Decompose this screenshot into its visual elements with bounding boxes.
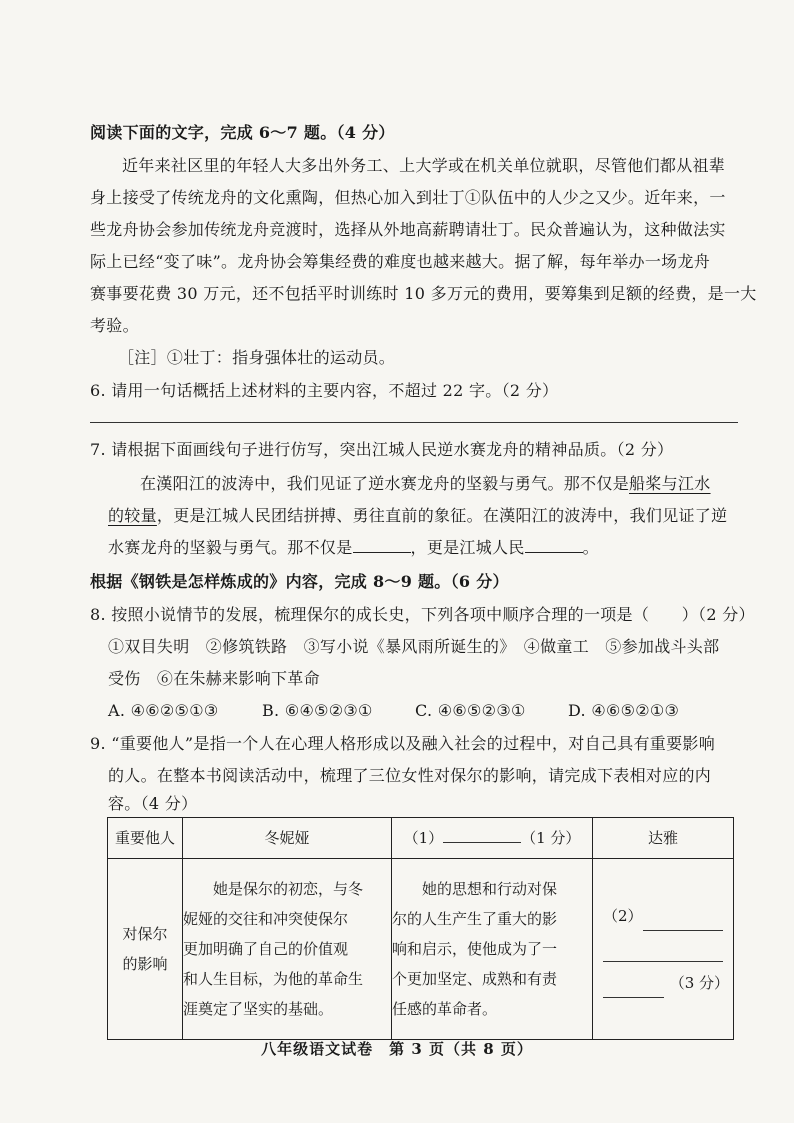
passage-line: 考验。: [90, 316, 139, 335]
cell-line: 尔的人生产生了重大的影: [392, 910, 558, 928]
q8-items: ①双目失明 ②修筑铁路 ③写小说《暴风雨所诞生的》 ④做童工 ⑤参加战斗头部: [108, 637, 720, 656]
question-7: 7. 请根据下面画线句子进行仿写，突出江城人民逆水赛龙舟的精神品质。（2 分）: [90, 440, 674, 459]
cell-line: 响和启示，使他成为了一: [392, 940, 558, 958]
cell-daya-influence[interactable]: [593, 859, 734, 1040]
q7-text: 在漢阳江的波涛中，我们见证了逆水赛龙舟的坚毅与勇气。那不仅是: [140, 474, 630, 493]
passage-line: 身上接受了传统龙舟的文化熏陶，但热心加入到壮丁①队伍中的人少之又少。近年来，一: [90, 188, 726, 207]
score-label: （1 分）: [521, 829, 581, 847]
question-9: 容。（4 分）: [108, 794, 198, 813]
q7-text: 。: [582, 538, 599, 557]
question-6: 6. 请用一句话概括上述材料的主要内容，不超过 22 字。（2 分）: [90, 381, 559, 400]
header-tonya: 冬妮娅: [183, 818, 392, 859]
page-footer: 八年级语文试卷 第 3 页（共 8 页）: [261, 1040, 533, 1058]
blank-label: （2）: [603, 906, 643, 925]
blank-label: （1）: [403, 829, 444, 847]
q7-blank-1[interactable]: [353, 538, 411, 553]
cell-tonya-influence: [183, 859, 392, 1040]
cell-blank-person-influence: [392, 859, 593, 1040]
q7-underlined: 的较量: [108, 506, 157, 525]
cell-line: 她是保尔的初恋，与冬: [213, 880, 364, 898]
passage-line: 赛事要花费 30 万元，还不包括平时训练时 10 多万元的费用，要筹集到足额的经费，是一大: [90, 284, 757, 303]
q8-option-c[interactable]: C. ④⑥⑤②③①: [415, 701, 526, 720]
q8-items: 受伤 ⑥在朱赫来影响下革命: [108, 669, 320, 688]
passage2-instruction: 根据《钢铁是怎样炼成的》内容，完成 8～9 题。（6 分）: [90, 572, 509, 591]
cell-line: 个更加坚定、成熟和有责: [392, 970, 558, 988]
passage-instruction: 阅读下面的文字，完成 6～7 题。（4 分）: [90, 123, 395, 142]
passage-line: 际上已经“变了味”。龙舟协会筹集经费的难度也越来越大。据了解，每年举办一场龙舟: [90, 252, 711, 271]
answer-line[interactable]: [643, 906, 723, 931]
q8-option-a[interactable]: A. ④⑥②⑤①③: [108, 701, 219, 720]
passage-line: 些龙舟协会参加传统龙舟竞渡时，选择从外地高薪聘请壮丁。民众普遍认为，这种做法实: [90, 220, 726, 239]
cell-line: 更加明确了自己的价值观: [183, 940, 349, 958]
row-label-text: 对保尔: [122, 925, 168, 943]
q7-sentence-1: [140, 474, 711, 494]
cell-line: 任感的革命者。: [392, 1000, 498, 1018]
cell-line: 和人生目标，为他的革命生: [183, 970, 364, 988]
q7-underlined: 船桨与江水: [629, 474, 711, 493]
q8-option-b[interactable]: B. ⑥④⑤②③①: [262, 701, 373, 720]
score-label: （3 分）: [669, 973, 729, 992]
cell-line: 妮娅的交往和冲突使保尔: [183, 910, 349, 928]
answer-line[interactable]: [603, 973, 664, 998]
passage-line: 近年来社区里的年轻人大多出外务工、上大学或在机关单位就职，尽管他们都从祖辈: [122, 156, 726, 175]
answer-line-q6[interactable]: [90, 422, 738, 423]
answer-line[interactable]: [603, 937, 723, 962]
influence-table: [107, 817, 734, 1040]
row-label: [108, 859, 183, 1040]
q7-text: 水赛龙舟的坚毅与勇气。那不仅是: [108, 538, 353, 557]
q7-text: ，更是江城人民团结拼搏、勇往直前的象征。在漢阳江的波涛中，我们见证了逆: [156, 506, 728, 525]
q7-blank-2[interactable]: [525, 538, 583, 553]
header-daya: 达雅: [593, 818, 734, 859]
question-8: 8. 按照小说情节的发展，梳理保尔的成长史，下列各项中顺序合理的一项是（ ）（2 分）: [90, 605, 755, 624]
question-9: 9. “重要他人”是指一个人在心理人格形成以及融入社会的过程中，对自己具有重要影响: [90, 734, 716, 753]
question-9: 的人。在整本书阅读活动中，梳理了三位女性对保尔的影响，请完成下表相对应的内: [108, 766, 712, 785]
q7-text: ，更是江城人民: [410, 538, 525, 557]
header-important-person: 重要他人: [108, 818, 183, 859]
q7-sentence-3: [108, 538, 599, 558]
table-blank-1[interactable]: [443, 828, 521, 843]
cell-line: 涯奠定了坚实的基础。: [183, 1000, 334, 1018]
header-blank-person: [392, 818, 593, 859]
cell-line: 她的思想和行动对保: [422, 880, 558, 898]
passage-note: ［注］①壮丁：指身强体壮的运动员。: [118, 348, 396, 367]
row-label-text: 的影响: [122, 955, 168, 973]
q7-sentence-2: [108, 506, 727, 526]
q8-option-d[interactable]: D. ④⑥⑤②①③: [568, 701, 680, 720]
